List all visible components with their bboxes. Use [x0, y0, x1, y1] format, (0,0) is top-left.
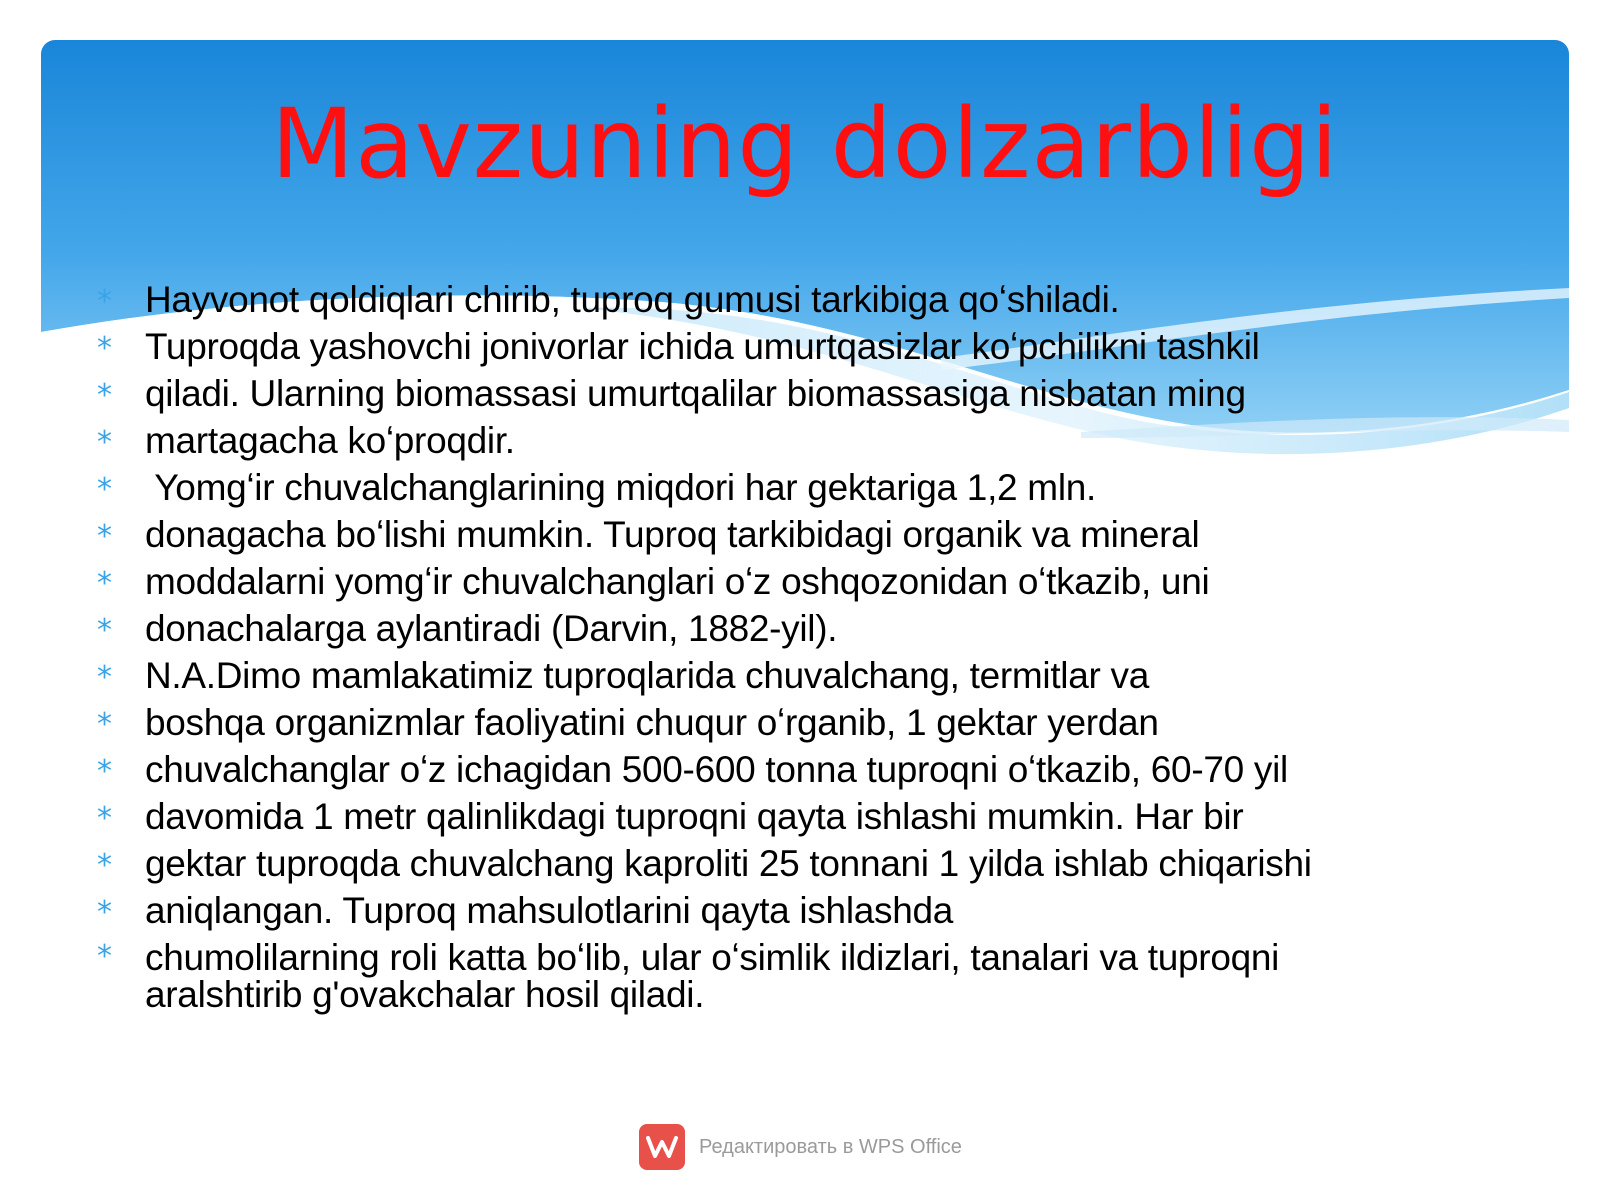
bullet-text: chuvalchanglar oʻz ichagidan 500-600 tonna tuproqni oʻtkazib, 60-70 yil [145, 749, 1288, 790]
bullet-item [97, 370, 1537, 417]
bullet-item [97, 511, 1537, 558]
bullet-item [97, 793, 1537, 840]
bullet-item [97, 746, 1537, 793]
bullet-text: donagacha boʻlishi mumkin. Tuproq tarkibidagi organik va mineral [145, 514, 1200, 555]
wps-edit-link[interactable] [639, 1124, 962, 1170]
bullet-text: Tuproqda yashovchi jonivorlar ichida umurtqasizlar koʻpchilikni tashkil [145, 326, 1260, 367]
bullet-list [97, 276, 1537, 1013]
bullet-text: Hayvonot qoldiqlari chirib, tuproq gumusi tarkibiga qoʻshiladi. [145, 279, 1120, 320]
asterisk-icon: * [97, 472, 112, 507]
slide-title: Mavzuning dolzarbligi [271, 88, 1339, 200]
bullet-text: qiladi. Ularning biomassasi umurtqalilar biomassasiga nisbatan ming [145, 373, 1246, 414]
asterisk-icon: * [97, 939, 112, 974]
bullet-text: moddalarni yomgʻir chuvalchanglari oʻz oshqozonidan oʻtkazib, uni [145, 561, 1210, 602]
bullet-text: davomida 1 metr qalinlikdagi tuproqni qayta ishlashi mumkin. Har bir [145, 796, 1244, 837]
asterisk-icon: * [97, 801, 112, 836]
asterisk-icon: * [97, 848, 112, 883]
bullet-item [97, 323, 1537, 370]
slide [41, 40, 1569, 1120]
asterisk-icon: * [97, 660, 112, 695]
bullet-text: martagacha koʻproqdir. [145, 420, 515, 461]
bullet-item [97, 887, 1537, 934]
bullet-item [97, 699, 1537, 746]
bullet-text: aniqlangan. Tuproq mahsulotlarini qayta ishlashda [145, 890, 954, 931]
bullet-item [97, 652, 1537, 699]
asterisk-icon: * [97, 613, 112, 648]
asterisk-icon: * [97, 707, 112, 742]
bullet-text: Yomgʻir chuvalchanglarining miqdori har gektariga 1,2 mln. [145, 467, 1097, 508]
asterisk-icon: * [97, 566, 112, 601]
wps-logo-icon [639, 1124, 685, 1170]
asterisk-icon: * [97, 331, 112, 366]
bullet-text: chumolilarning roli katta boʻlib, ular oʻsimlik ildizlari, tanalari va tuproqni aralshtirib g'ovakchalar hosil qiladi. [145, 937, 1280, 1015]
bullet-item [97, 464, 1537, 511]
asterisk-icon: * [97, 519, 112, 554]
bullet-text: boshqa organizmlar faoliyatini chuqur oʻrganib, 1 gektar yerdan [145, 702, 1159, 743]
bullet-text: gektar tuproqda chuvalchang kaproliti 25 tonnani 1 yilda ishlab chiqarishi [145, 843, 1312, 884]
bullet-item [97, 417, 1537, 464]
wps-edit-label: Редактировать в WPS Office [699, 1135, 962, 1158]
bullet-text: donachalarga aylantiradi (Darvin, 1882-yil). [145, 608, 838, 649]
asterisk-icon: * [97, 284, 112, 319]
asterisk-icon: * [97, 895, 112, 930]
asterisk-icon: * [97, 378, 112, 413]
bullet-item [97, 934, 1400, 1013]
bullet-item [97, 840, 1537, 887]
asterisk-icon: * [97, 425, 112, 460]
bullet-item [97, 558, 1537, 605]
bullet-item [97, 605, 1537, 652]
bullet-text: N.A.Dimo mamlakatimiz tuproqlarida chuvalchang, termitlar va [145, 655, 1149, 696]
asterisk-icon: * [97, 754, 112, 789]
bullet-item [97, 276, 1537, 323]
